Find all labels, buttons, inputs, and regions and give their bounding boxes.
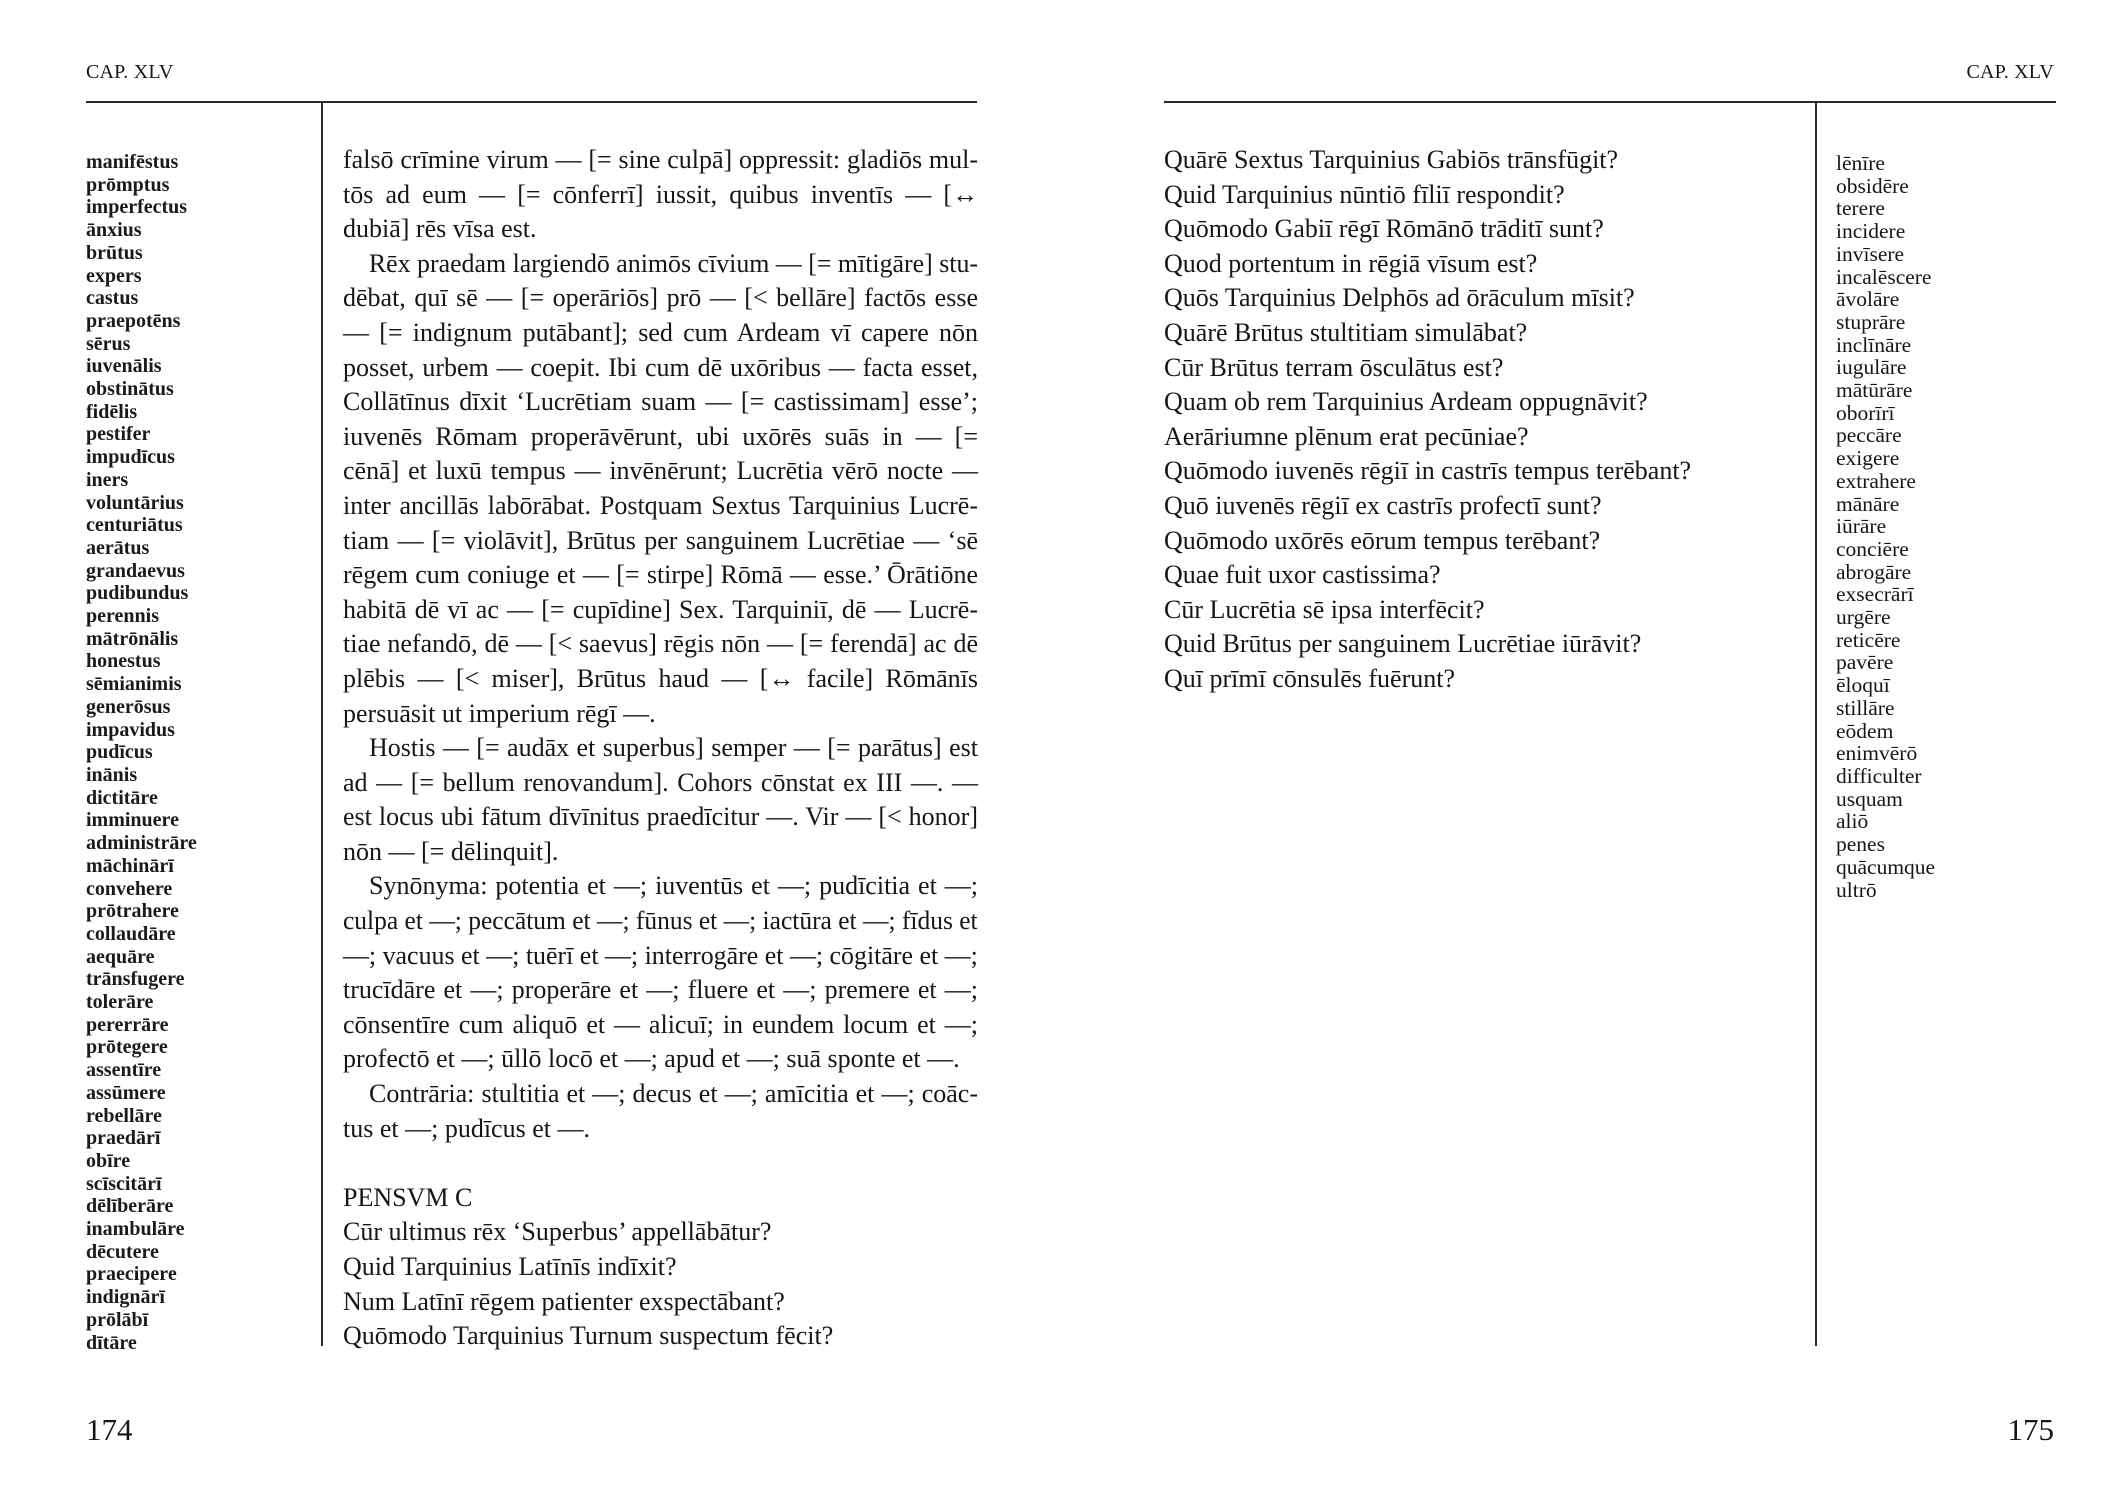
margin-word: pestifer	[86, 423, 151, 446]
question: Quid Tarquinius Latīnīs indīxit?	[343, 1252, 677, 1281]
margin-word: mātrōnālis	[86, 627, 179, 650]
margin-word: dēlīberāre	[86, 1195, 174, 1218]
question: Cūr Brūtus terram ōsculātus est?	[1164, 352, 1504, 382]
question: Quōs Tarquinius Delphōs ad ōrāculum mīsit?	[1164, 283, 1635, 313]
margin-word: convehere	[86, 877, 173, 900]
margin-word: dēcutere	[86, 1240, 159, 1263]
margin-word: difficulter	[1836, 763, 1922, 788]
text-line: culpa et —; peccātum et —; fūnus et —; iactūra et —; fīdus et	[343, 906, 978, 936]
text-line: tiam — [= violāvit], Brūtus per sanguinem Lucrētiae — ‘sē	[343, 525, 978, 555]
margin-word: centuriātus	[86, 514, 183, 537]
margin-word: administrāre	[86, 832, 197, 855]
margin-word: oborīrī	[1836, 400, 1895, 425]
question: Quārē Sextus Tarquinius Gabiōs trānsfūgit?	[1164, 145, 1619, 174]
text-line: rēgem cum coniuge et — [= stirpe] Rōmā — esse.’ Ōrātiōne	[343, 560, 978, 590]
margin-word: pavēre	[1836, 650, 1894, 675]
page-number: 175	[2007, 1412, 2054, 1447]
margin-word: brūtus	[86, 241, 143, 264]
margin-word: dītāre	[86, 1331, 137, 1354]
margin-word: pudibundus	[86, 582, 189, 605]
margin-word: prōtrahere	[86, 900, 179, 923]
pensum-questions	[343, 1215, 978, 1353]
margin-word: obīre	[86, 1149, 131, 1172]
margin-word: manifēstus	[86, 151, 179, 173]
pensum-heading: PENSVM C	[343, 1182, 473, 1212]
question: Quōmodo iuvenēs rēgiī in castrīs tempus terēbant?	[1164, 456, 1692, 486]
margin-word: rebellāre	[86, 1104, 162, 1127]
margin-word: prōtegere	[86, 1036, 168, 1059]
text-line: cēnā] et luxū tempus — invēnērunt; Lucrētia vērō nocte —	[343, 456, 978, 486]
text-line: tiae nefandō, dē — [< saevus] rēgis nōn — [= ferendā] ac dē	[343, 629, 978, 659]
margin-word: obsidēre	[1836, 173, 1909, 198]
paragraph	[343, 247, 978, 731]
margin-word: grandaevus	[86, 559, 185, 582]
text-line: dēbat, quī sē — [= operāriōs] prō — [< bellāre] factōs esse	[343, 283, 978, 313]
question: Quam ob rem Tarquinius Ardeam oppugnāvit?	[1164, 387, 1648, 417]
margin-word: usquam	[1836, 786, 1903, 811]
margin-word: prōmptus	[86, 173, 170, 196]
text-line: posset, urbem — coepit. Ibi cum dē uxōribus — facta esset,	[343, 352, 978, 382]
margin-word: prōlābī	[86, 1308, 149, 1331]
question: Num Latīnī rēgem patienter exspectābant?	[343, 1286, 785, 1316]
margin-word: stillāre	[1836, 695, 1895, 720]
text-line: inter ancillās labōrābat. Postquam Sextus Tarquinius Lucrē-	[343, 490, 978, 520]
column-divider	[1815, 102, 1817, 1346]
text-line: falsō crīmine virum — [= sine culpā] oppressit: gladiōs mul-	[343, 145, 978, 174]
margin-word: eōdem	[1836, 718, 1894, 743]
margin-word: imperfectus	[86, 196, 188, 219]
margin-word: indignārī	[86, 1286, 165, 1309]
margin-word: exsecrārī	[1836, 582, 1914, 607]
text-line: Collātīnus dīxit ‘Lucrētiam suam — [= castissimam] esse’;	[343, 387, 978, 417]
pensum-c	[343, 1181, 978, 1354]
margin-word: urgēre	[1836, 605, 1891, 630]
text-line: ad — [= bellum renovandum]. Cohors cōnstat ex III —. —	[343, 767, 978, 797]
margin-word: iugulāre	[1836, 355, 1907, 380]
margin-word: inambulāre	[86, 1218, 185, 1241]
margin-word: iūrāre	[1836, 514, 1887, 539]
question: Quōmodo uxōrēs eōrum tempus terēbant?	[1164, 525, 1601, 555]
header-rule	[86, 101, 977, 103]
question: Quid Tarquinius nūntiō fīliī respondit?	[1164, 179, 1565, 209]
question: Quod portentum in rēgiā vīsum est?	[1164, 248, 1538, 278]
margin-word: conciēre	[1836, 536, 1909, 561]
question: Aerāriumne plēnum erat pecūniae?	[1164, 421, 1529, 451]
text-line: cōnsentīre cum aliquō et — alicuī; in eundem locum et —;	[343, 1009, 978, 1039]
margin-word: pererrāre	[86, 1013, 169, 1036]
text-line: Rēx praedam largiendō animōs cīvium — [= mītigāre] stu-	[368, 248, 979, 278]
margin-word: incalēscere	[1836, 264, 1932, 289]
margin-word: imminuere	[86, 809, 179, 832]
question: Quō iuvenēs rēgiī ex castrīs profectī sunt?	[1164, 490, 1602, 520]
margin-word: mātūrāre	[1836, 378, 1913, 403]
margin-word: scīscitārī	[86, 1172, 162, 1195]
margin-word: ultrō	[1836, 877, 1877, 902]
exercise-text	[343, 143, 978, 1354]
text-line: trucīdāre et —; properāre et —; fluere et —; premere et —;	[343, 975, 978, 1005]
margin-word: incidere	[1836, 219, 1906, 244]
text-line: tōs ad eum — [= cōnferrī] iussit, quibus inventīs — [↔	[343, 179, 978, 209]
header-rule	[1164, 101, 2056, 103]
chapter-header: CAP. XLV	[86, 61, 174, 83]
question: Quārē Brūtus stultitiam simulābat?	[1164, 317, 1528, 347]
text-line: Contrāria: stultitia et —; decus et —; amīcitia et —; coāc-	[369, 1079, 978, 1109]
margin-word: praedārī	[86, 1127, 161, 1150]
margin-word: invīsere	[1836, 241, 1905, 266]
margin-vocabulary	[86, 151, 197, 1354]
margin-vocabulary	[1836, 152, 1935, 901]
margin-word: extrahere	[1836, 468, 1916, 493]
question: Quī prīmī cōnsulēs fuērunt?	[1164, 663, 1455, 693]
text-line: plēbis — [< miser], Brūtus haud — [↔ facile] Rōmānīs	[343, 663, 978, 693]
margin-word: dictitāre	[86, 786, 158, 809]
margin-word: impavidus	[86, 718, 175, 741]
margin-word: assentīre	[86, 1059, 162, 1082]
text-line: tus et —; pudīcus et —.	[343, 1113, 590, 1143]
margin-word: aerātus	[86, 536, 150, 559]
margin-word: stuprāre	[1836, 309, 1906, 334]
text-line: habitā dē vī ac — [= cupīdine] Sex. Tarquiniī, dē — Lucrē-	[343, 594, 978, 624]
margin-word: enimvērō	[1836, 741, 1918, 766]
margin-word: obstinātus	[86, 378, 174, 401]
text-line: —; vacuus et —; tuērī et —; interrogāre et —; cōgitāre et —;	[343, 940, 978, 970]
margin-word: āvolāre	[1836, 287, 1900, 312]
margin-word: praecipere	[86, 1263, 177, 1286]
page-number: 174	[86, 1412, 133, 1447]
margin-word: reticēre	[1836, 627, 1901, 652]
margin-word: sēmianimis	[86, 673, 182, 696]
text-line: dubiā] rēs vīsa est.	[343, 214, 537, 244]
text-line: persuāsit ut imperium rēgī —.	[343, 698, 656, 728]
margin-word: iners	[86, 468, 129, 491]
text-line: profectō et —; ūllō locō et —; apud et —; suā sponte et —.	[343, 1044, 960, 1074]
margin-word: collaudāre	[86, 922, 176, 945]
margin-word: mānāre	[1836, 491, 1900, 516]
margin-word: quācumque	[1836, 854, 1936, 879]
pensum-questions-continued	[1164, 143, 1691, 697]
text-line: iuvenēs Rōmam properāvērunt, ubi uxōrēs suās in — [=	[343, 421, 978, 451]
margin-word: expers	[86, 264, 142, 287]
question: Quae fuit uxor castissima?	[1164, 560, 1441, 590]
chapter-header: CAP. XLV	[1966, 61, 2054, 83]
question: Cūr Lucrētia sē ipsa interfēcit?	[1164, 594, 1485, 624]
margin-word: terere	[1836, 196, 1885, 221]
margin-word: voluntārius	[86, 491, 184, 514]
text-line: Synōnyma: potentia et —; iuventūs et —; pudīcitia et —;	[369, 871, 978, 901]
margin-word: fidēlis	[86, 400, 138, 423]
question: Cūr ultimus rēx ‘Superbus’ appellābātur?	[343, 1217, 772, 1247]
margin-word: lēnīre	[1836, 151, 1885, 175]
margin-word: trānsfugere	[86, 968, 185, 991]
column-divider	[321, 102, 323, 1346]
paragraph	[343, 731, 978, 869]
margin-word: māchinārī	[86, 854, 174, 877]
margin-word: aequāre	[86, 945, 155, 968]
question: Quōmodo Tarquinius Turnum suspectum fēcit?	[343, 1321, 834, 1351]
margin-word: pudīcus	[86, 741, 153, 764]
margin-word: peccāre	[1836, 423, 1902, 448]
question: Quōmodo Gabiī rēgī Rōmānō trāditī sunt?	[1164, 214, 1604, 244]
paragraph	[343, 1077, 978, 1146]
margin-word: inānis	[86, 763, 138, 786]
margin-word: ānxius	[86, 219, 142, 242]
margin-word: castus	[86, 287, 139, 310]
margin-word: impudīcus	[86, 446, 175, 469]
text-line: est locus ubi fātum dīvīnitus praedīcitur —. Vir — [< honor]	[343, 802, 978, 832]
margin-word: sērus	[86, 332, 131, 355]
paragraph	[343, 869, 978, 1077]
margin-word: iuvenālis	[86, 355, 162, 378]
margin-word: penes	[1836, 832, 1885, 857]
margin-word: perennis	[86, 605, 159, 628]
margin-word: generōsus	[86, 695, 171, 718]
margin-word: inclīnāre	[1836, 332, 1912, 357]
text-line: — [= indignum putābant]; sed cum Ardeam vī capere nōn	[343, 317, 978, 347]
margin-word: ēloquī	[1836, 673, 1890, 698]
text-line: Hostis — [= audāx et superbus] semper — [= parātus] est	[369, 733, 978, 763]
margin-word: aliō	[1836, 809, 1869, 834]
margin-word: tolerāre	[86, 991, 154, 1014]
margin-word: exigere	[1836, 446, 1900, 471]
margin-word: honestus	[86, 650, 161, 673]
question: Quid Brūtus per sanguinem Lucrētiae iūrāvit?	[1164, 629, 1642, 659]
margin-word: praepotēns	[86, 309, 181, 332]
paragraph	[343, 143, 978, 247]
text-line: nōn — [= dēlinquit].	[343, 836, 559, 866]
paragraphs	[343, 143, 978, 1146]
margin-word: abrogāre	[1836, 559, 1912, 584]
margin-word: assūmere	[86, 1081, 166, 1104]
